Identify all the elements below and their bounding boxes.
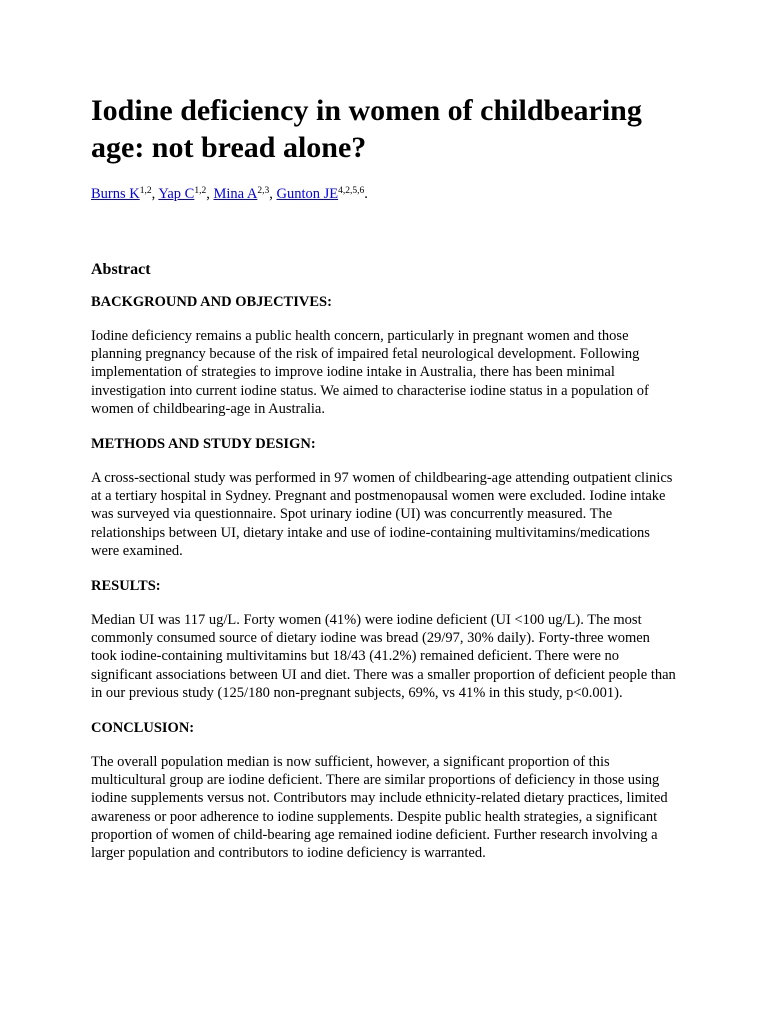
abstract-heading: Abstract [91,261,151,278]
author-name: Mina A [213,186,258,202]
abstract-section-results [91,577,678,702]
author-link-gunton[interactable] [277,186,339,202]
author-name: Burns K [91,186,140,202]
author-affiliation: 1,2 [139,186,152,196]
author-name: Yap C [158,186,195,202]
author-name: Gunton JE [276,186,339,202]
abstract-section-conclusion [91,719,678,862]
author-list [91,184,678,204]
section-heading: CONCLUSION: [91,720,195,737]
abstract-section-methods [91,435,678,560]
section-heading: BACKGROUND AND OBJECTIVES: [91,294,332,310]
section-paragraph: Median UI was 117 ug/L. Forty women (41%) were iodine deficient (UI <100 ug/L). The most commonly consumed source of dietary iodine was bread (29/97, 30% daily). Forty-three women took iodine-containing multivitamins but 18/43 (41.2%) remained deficient. There were no significant associations between UI and diet. There was a smaller proportion of deficient people than in our previous study (125/180 non-pregnant subjects, 69%, vs 41% in this study, p<0.001). [91,612,676,701]
author-link-mina[interactable] [213,186,257,202]
section-paragraph: Iodine deficiency remains a public health concern, particularly in pregnant women and those planning pregnancy because of the risk of impaired fetal neurological development. Following implementation of strategies to improve iodine intake in Australia, there has been minimal investigation into current iodine status. We aimed to characterise iodine status in a population of women of childbearing-age in Australia. [91,328,649,417]
author-affiliation: 2,3 [257,186,270,196]
section-heading: RESULTS: [91,578,161,595]
article-title: Iodine deficiency in women of childbearing age: not bread alone? [91,94,642,164]
section-paragraph: A cross-sectional study was performed in 97 women of childbearing-age attending outpatient clinics at a tertiary hospital in Sydney. Pregnant and postmenopausal women were excluded. Iodine intake was surveyed via questionnaire. Spot urinary iodine (UI) was concurrently measured. The relationships between UI, dietary intake and use of iodine-containing multivitamins/medications were examined. [91,470,673,559]
author-separator: , [151,186,159,202]
author-separator: , [269,186,277,202]
author-separator: , [206,186,214,202]
author-affiliation: 1,2 [194,186,207,196]
section-heading: METHODS AND STUDY DESIGN: [91,436,316,453]
author-link-yap[interactable] [158,186,194,202]
author-link-burns[interactable] [91,186,140,202]
abstract-section-background [91,293,678,418]
author-affiliation: 4,2,5,6 [338,186,365,196]
section-paragraph: The overall population median is now sufficient, however, a significant proportion of this multicultural group are iodine deficient. There are similar proportions of deficiency in those using iodine supplements versus not. Contributors may include ethnicity-related dietary practices, limited awareness or poor adherence to iodine supplements. Despite public health strategies, a significant proportion of women of child-bearing age remained iodine deficient. Further research involving a larger population and contributors to iodine deficiency is warranted. [91,754,668,862]
author-terminator: . [364,186,368,202]
